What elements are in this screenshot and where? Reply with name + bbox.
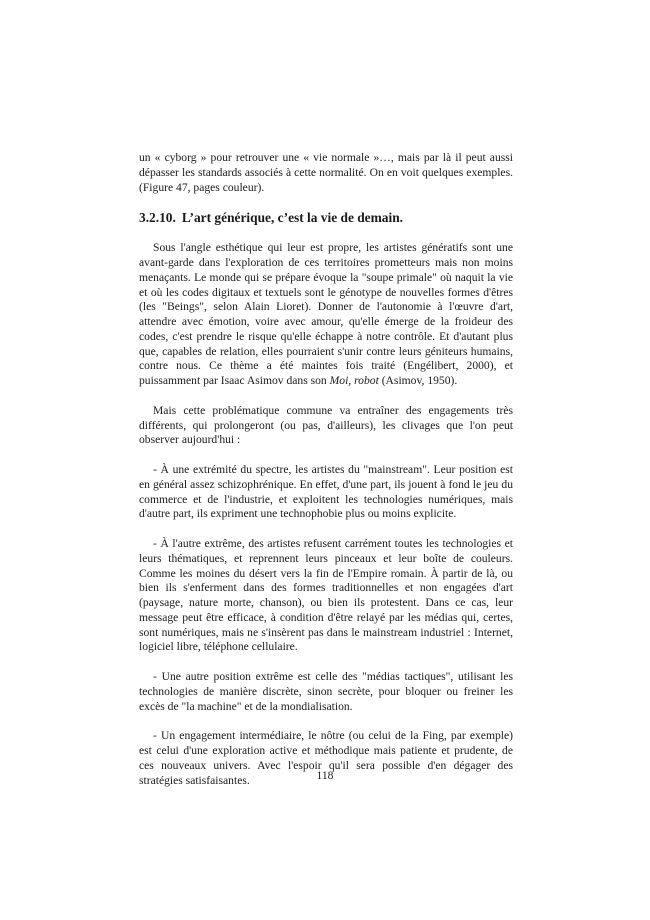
paragraph-4: - À l'autre extrême, des artistes refusent carrément toutes les technologies et leurs thématiques, et reprennent leurs pinceaux et leur boîte de couleurs. Comme les moines du désert vers la fin de l'Empire romain. À partir de là, ou bien ils s'enferment dans des formes traditionnelles et non engagées d'art (paysage, nature morte, chanson), ou bien ils protestent. Dans ce cas, leur message peut être efficace, à condition d'être relayé par les médias qui, certes, sont numériques, mais ne s'insèrent pas dans le mainstream industriel : Internet, logiciel libre, téléphone cellulaire. [139,537,513,654]
paragraph-intro: un « cyborg » pour retrouver une « vie normale »…, mais par là il peut aussi dépasser les standards associés à cette normalité. On en voit quelques exemples. (Figure 47, pages couleur). [139,151,513,194]
paragraph-1 [139,241,513,389]
paragraph-5: - Une autre position extrême est celle des "médias tactiques", utilisant les technologies de manière discrète, sinon secrète, pour bloquer ou freiner les excès de "la machine" et de la mondialisation. [139,670,513,713]
section-title: L’art générique, c’est la vie de demain. [181,210,403,226]
paragraph-3: - À une extrémité du spectre, les artistes du "mainstream". Leur position est en général assez schizophrénique. En effet, d'une part, ils jouent à fond le jeu du commerce et de l'industrie, et exploitent les technologies numériques, mais d'autre part, ils expriment une technophobie plus ou moins explicite. [139,463,513,521]
page-number: 118 [316,769,334,782]
section-heading [139,210,513,226]
book-title: Moi, robot [329,374,379,387]
paragraph-6: - Un engagement intermédiaire, le nôtre (ou celui de la Fing, par exemple) est celui d'une exploration active et méthodique mais patiente et prudente, de ces nouveaux univers. Avec l'espoir qu'il sera possible d'en dégager des stratégies satisfaisantes. [139,729,513,787]
page-body [139,151,513,788]
paragraph-2: Mais cette problématique commune va entraîner des engagements très différents, qui prolongeront (ou pas, d'ailleurs), les clivages que l'on peut observer aujourd'hui : [139,403,513,447]
paragraph-1-citation: (Asimov, 1950). [378,374,458,387]
paragraph-1-text: Sous l'angle esthétique qui leur est propre, les artistes génératifs sont une avant-garde dans l'exploration de ces territoires prometteurs mais non moins menaçants. Le monde qui se prépare évoque la "soupe primale" où naquit la vie et où les codes digitaux et textuels sont le génotype de nouvelles formes d'êtres (les "Beings", selon Alain Lioret). Donner de l'autonomie à l'œuvre d'art, attendre avec émotion, voire avec amour, qu'elle émerge de la froideur des codes, c'est prendre le risque qu'elle échappe à notre contrôle. Et d'autant plus que, capables de relation, elles pourraient s'unir contre leurs géniteurs humains, contre nous. Ce thème a été maintes fois traité (Engélibert, 2000), et puissamment par Isaac Asimov dans son [139,241,513,387]
section-number: 3.2.10. [139,210,176,226]
